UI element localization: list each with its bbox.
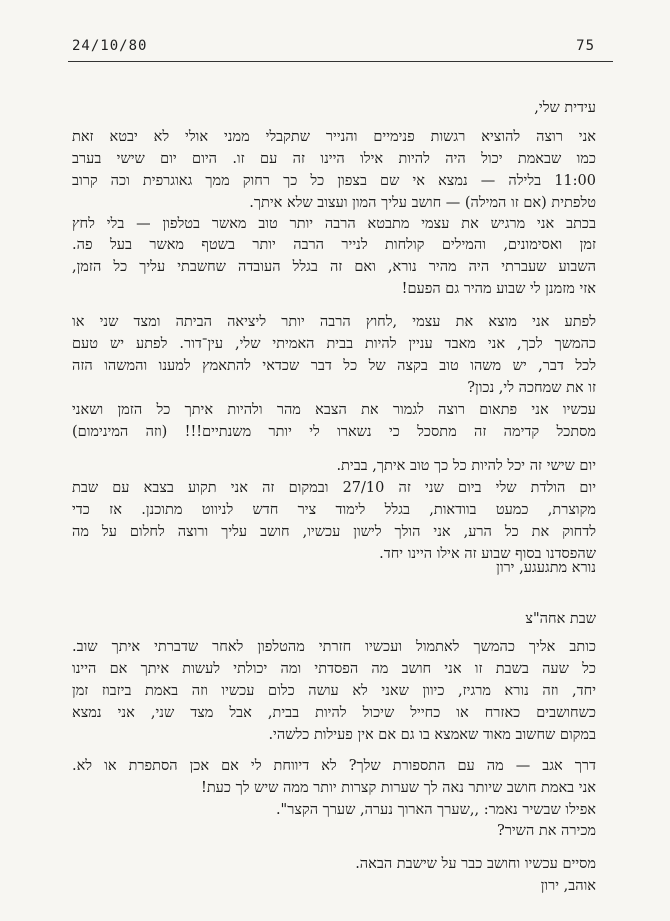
header-rule <box>68 61 613 62</box>
text-line: יום שישי זה יכל להיות כל כך טוב איתך, בבית. <box>336 458 596 474</box>
text-line: אזי מזמנן לי שבוע מהיר גם הפעם! <box>401 281 596 297</box>
letter1-salutation: עידית שלי, <box>534 100 596 116</box>
text-line: לפתע אני מוצא את עצמי ,לחוץ הרבה יותר ליציאה הביתה ומצד שני או <box>72 314 596 330</box>
letter2-salutation: שבת אחה"צ <box>525 611 596 627</box>
text-line: כל שעה בשבת זו אני חושב מה הפסדתי ומה יכולתי לעשות איתך אם היינו <box>72 661 596 677</box>
text-line: כשחושבים כאזרח או כחייל שיכול להיות בבית, אבל מצד שני, אני נמצא <box>72 705 596 721</box>
text-line: זו את שמחכה לי, נכון? <box>467 380 596 396</box>
text-line: יום הולדת שלי ביום שני זה 27/10 ובמקום זה אני תקוע בצבא עם שבת <box>72 480 596 496</box>
text-line: עכשיו אני פתאום רוצה לגמור את הצבא מהר ולהיות איתך כל הזמן ושאני <box>72 402 596 418</box>
text-line: במקום שחשוב מאוד שאמצא בו גם אם אין פעילות כלשהי. <box>268 727 596 743</box>
page-number: 75 <box>576 38 595 54</box>
text-line: מקוצרת, כמעט בוודאות, בגלל לימוד ציר חדש לניווט מתוכנן. אז כדי <box>72 502 596 518</box>
text-line: אני רוצה להוציא רגשות פנימיים והנייר שתקבלי ממני אולי לא יבטא זאת <box>72 129 596 145</box>
text-line: מכירה את השיר? <box>496 823 596 839</box>
text-line: השבוע שעברתי היה מהיר נורא, ואם זה בגלל העובדה שחשבתי עליך כל הזמן, <box>72 259 596 275</box>
text-line: מסיים עכשיו וחושב כבר על שישבת הבאה. <box>355 856 596 872</box>
text-line: כותב אליך כהמשך לאתמול ועכשיו חזרתי מהטלפון לאחר שדברתי איתך שוב. <box>72 639 596 655</box>
text-line: דרך אגב — מה עם התספורת שלך? לא דיווחת לי אם אכן הסתפרת או לא. <box>72 758 596 774</box>
text-line: יחד, וזה נורא מרגיז, כיוון שאני לא עושה כלום עכשיו וזה באמת ביזבוז זמן <box>72 683 596 699</box>
text-line: זמן ואסימונים, והמילים קולחות לנייר הרבה יותר בשטף מאשר בעל פה. <box>72 237 596 253</box>
text-line: מסתכל קדימה זה מתסכל כי נשארו לי יותר משנתיים!!! (וזה המינימום) <box>72 424 596 440</box>
text-line: אני באמת חושב שיותר נאה לך שערות קצרות יותר ממה שיש לך כעת! <box>201 780 596 796</box>
text-line: לכל דבר, יש משהו טוב בקצה של כל דבר שכדאי להתאמץ למענו והמשהו הזה <box>72 358 596 374</box>
text-line: טלפתית (אם זו המילה) — חושב עליך המון ועצוב שלא איתך. <box>249 195 596 211</box>
text-line: אפילו שבשיר נאמר: ,,שערך הארוך נערה, שערך הקצר". <box>275 802 596 818</box>
header-date: 24/10/80 <box>72 38 148 54</box>
letter1-signature: נורא מתגעגע, ירון <box>496 560 596 576</box>
text-line: שהפסדנו בסוף שבוע זה אילו היינו יחד. <box>379 546 596 562</box>
letter2-signature: אוהב, ירון <box>540 878 596 894</box>
text-line: כהמשך לכך, אני מאבד עניין להיות בבית האמיתי שלי, עין־דור. לפתע יש טעם <box>72 336 596 352</box>
text-line: כמו שבאמת יכול היה להיות אילו היינו זה עם זו. היום יום שישי בערב <box>72 151 596 167</box>
text-line: בכתב אני מרגיש את עצמי מתבטא הרבה יותר טוב מאשר בטלפון — בלי לחץ <box>72 216 596 232</box>
text-line: 11:00 בלילה — נמצא אי שם בצפון כל כך רחוק ממך גאוגרפית וכה קרוב <box>72 173 596 189</box>
text-line: לדחוק את כל הרע, אני הולך לישון עכשיו, חושב עליך ורוצה לחלום על מה <box>72 524 596 540</box>
